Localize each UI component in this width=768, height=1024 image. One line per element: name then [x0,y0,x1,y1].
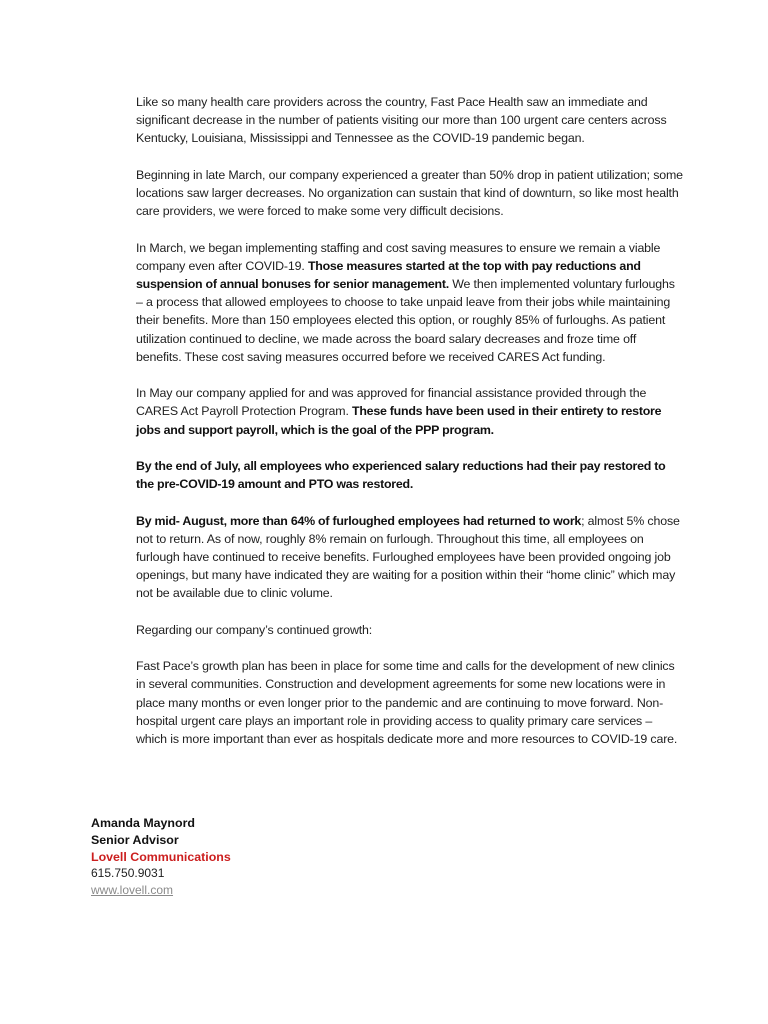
paragraph-cost-measures-text-a: In March, we began implementing staffing and cost saving measures to ensure we remain a viable company even after COVID-19. [136,240,661,273]
paragraph-utilization-drop-text: Beginning in late March, our company experienced a greater than 50% drop in patient utilization; some locations saw larger decreases. No organization can sustain that kind of downturn, so like most health care providers, we were forced to make some very difficult decisions. [136,167,683,219]
paragraph-growth-plan-text: Fast Pace’s growth plan has been in place for some time and calls for the development of new clinics in several communities. Construction and development agreements for some new locations were in place many months or even longer prior to the pandemic and are continuing to move forward. Non-hospital urgent care plays an important role in providing access to quality primary care services – which is more important than ever as hospitals dedicate more and more resources to COVID-19 care. [136,659,678,746]
paragraph-utilization-drop [136,166,684,221]
paragraph-pay-restored [136,457,684,493]
paragraph-intro-text: Like so many health care providers across the country, Fast Pace Health saw an immediate and significant decrease in the number of patients visiting our more than 100 urgent care centers across Kentucky, Louisiana, Mississippi and Tennessee as the COVID-19 pandemic began. [136,95,667,146]
paragraph-intro [136,93,684,148]
letter-body [136,93,684,766]
paragraph-cares-act-bold: These funds have been used in their entirety to restore jobs and support payroll, which is the goal of the PPP program. [136,404,662,437]
signature-name: Amanda Maynord [91,816,195,830]
paragraph-cost-measures-text-b: We then implemented voluntary furloughs – a process that allowed employees to choose to take unpaid leave from their jobs while maintaining their benefits. More than 150 employees elected this option, or roughly 85% of furloughs. As patient utilization continued to decline, we made across the board salary decreases and froze time off benefits. These cost saving measures occurred before we received CARES Act funding. [136,277,675,364]
paragraph-cost-measures-bold: Those measures started at the top with pay reductions and suspension of annual bonuses for senior management. [136,258,641,291]
paragraph-furlough-return-text: ; almost 5% chose not to return. As of now, roughly 8% remain on furlough. Throughout this time, all employees on furlough have continued to receive benefits. Furloughed employees have been provided ongoing job openings, but many have indicated they are waiting for a position within their “home clinic” which may not be available due to clinic volume. [136,513,680,601]
paragraph-furlough-return [136,512,684,603]
paragraph-growth-heading [136,621,684,639]
signature-phone: 615.750.9031 [91,866,165,881]
signature-title: Senior Advisor [91,832,179,847]
paragraph-growth-heading-text: Regarding our company’s continued growth: [136,622,373,637]
paragraph-growth-plan [136,657,684,748]
signature-website-link[interactable]: www.lovell.com [91,883,174,898]
paragraph-cares-act [136,384,684,439]
paragraph-furlough-return-bold: By mid- August, more than 64% of furloughed employees had returned to work [136,513,582,528]
signature-block [91,815,391,899]
signature-company: Lovell Communications [91,849,231,864]
paragraph-pay-restored-bold: By the end of July, all employees who experienced salary reductions had their pay restored to the pre-COVID-19 amount and PTO was restored. [136,459,666,492]
paragraph-cares-act-text: In May our company applied for and was approved for financial assistance provided through the CARES Act Payroll Protection Program. [136,386,647,419]
paragraph-cost-measures [136,239,684,366]
